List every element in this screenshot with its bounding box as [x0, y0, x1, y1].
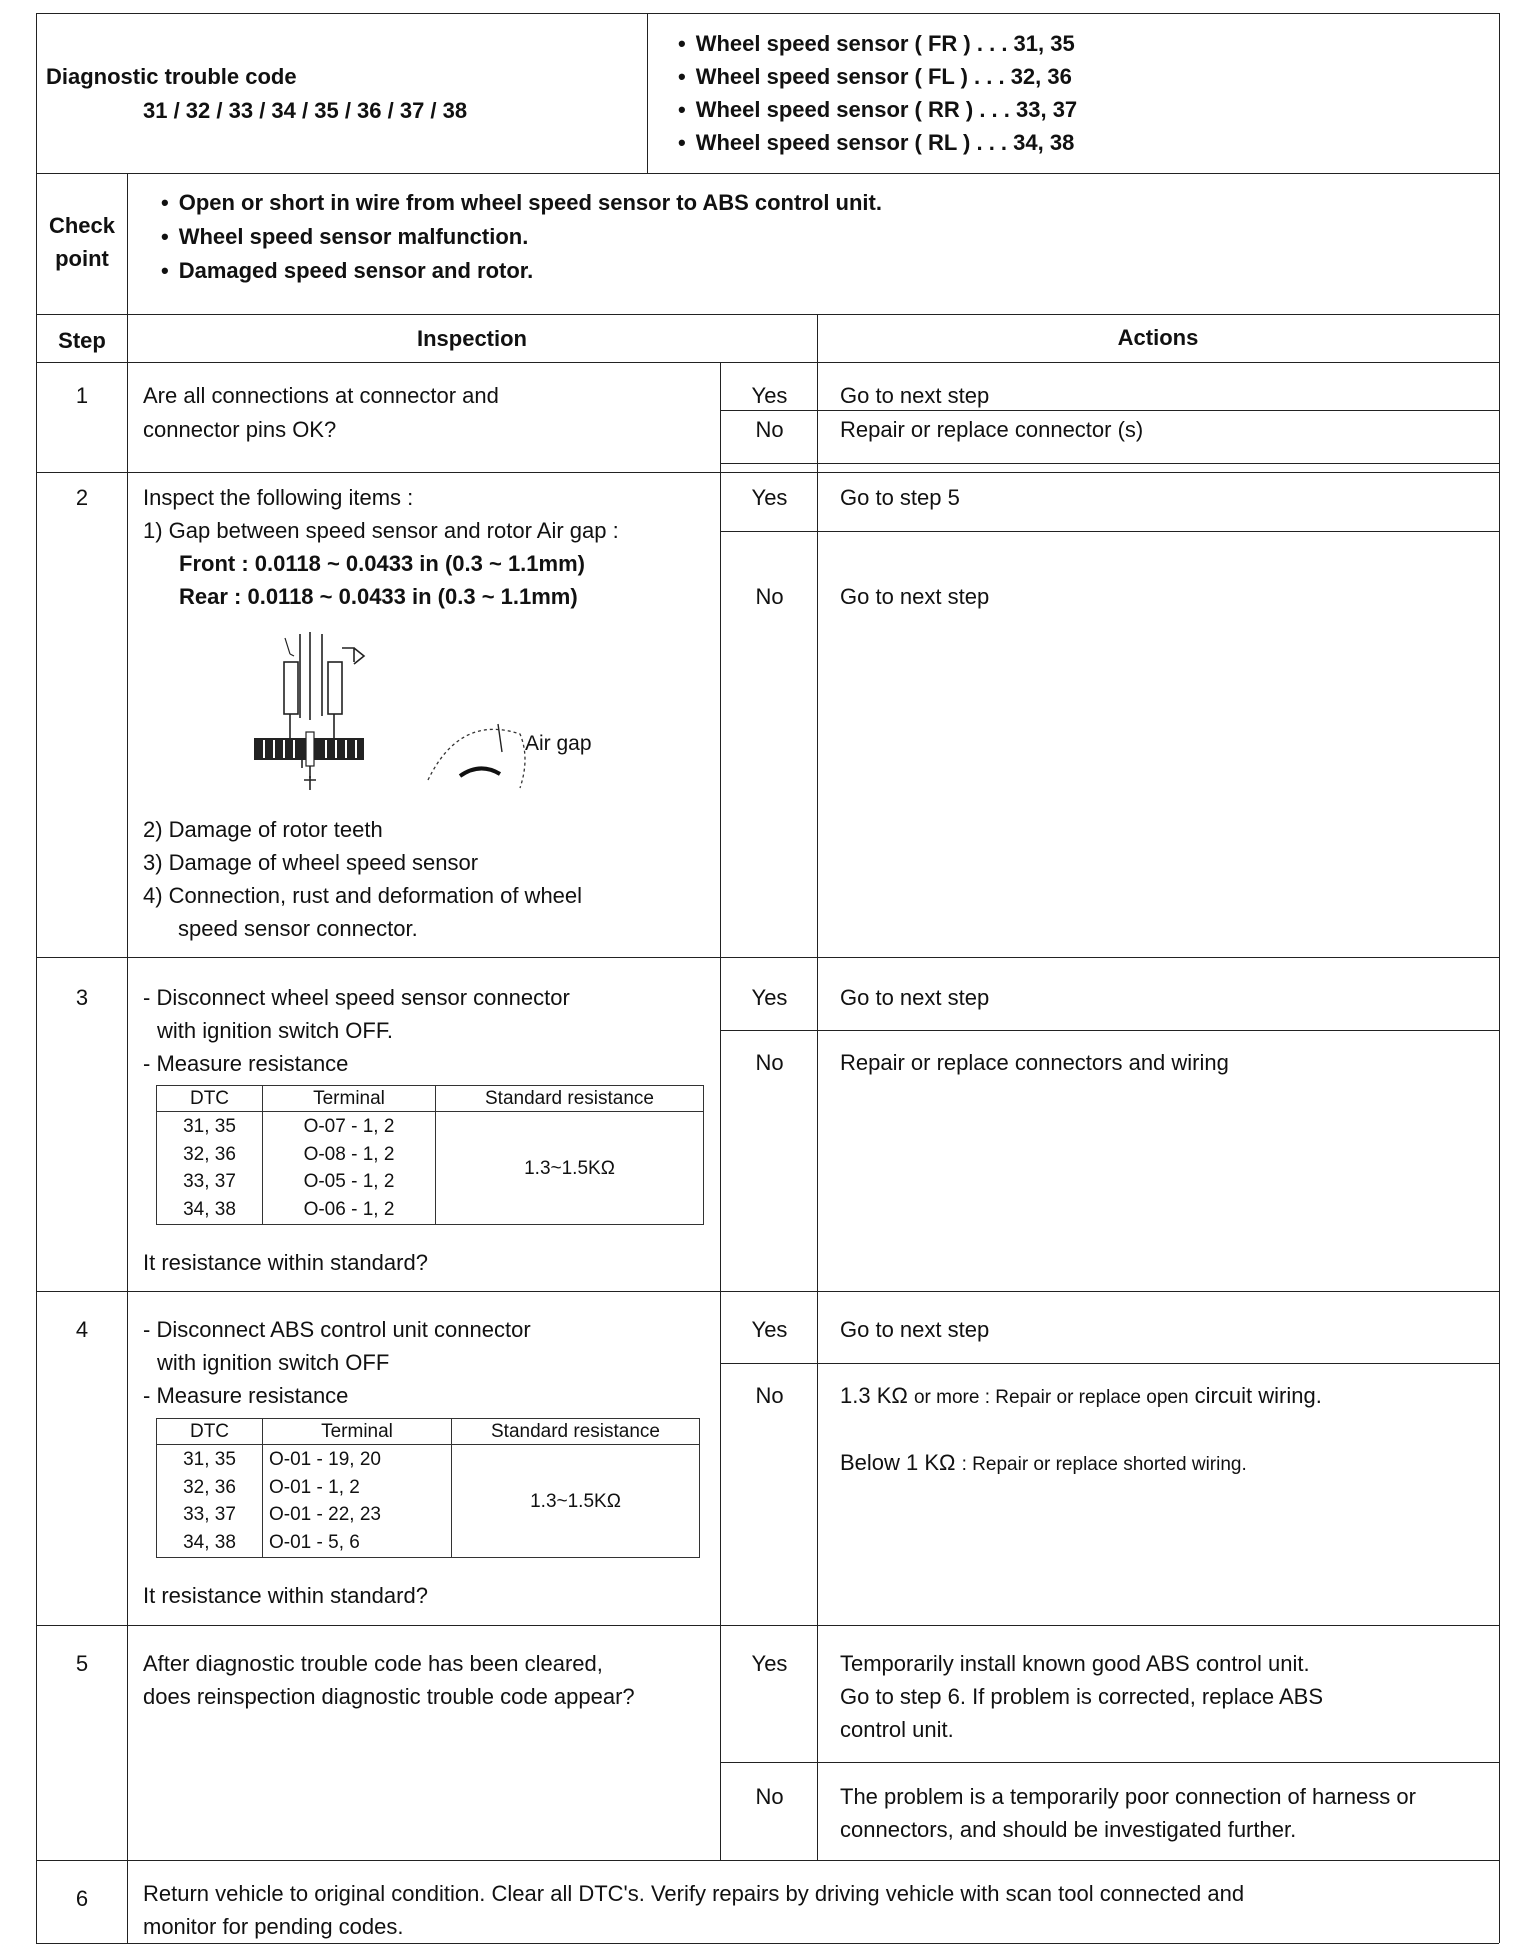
- step-number: 3: [75, 985, 89, 1010]
- step-number: 6: [75, 1886, 89, 1911]
- step-question: It resistance within standard?: [143, 1583, 428, 1608]
- table-cell: O-01 - 19, 20: [263, 1445, 452, 1474]
- air-gap-label: Air gap: [525, 732, 592, 755]
- air-gap-diagram: [230, 628, 610, 808]
- step-inspection: - Disconnect wheel speed sensor connector: [143, 985, 570, 1010]
- step-final-text: monitor for pending codes.: [143, 1914, 404, 1939]
- sensor-fr: • Wheel speed sensor ( FR ) . . . 31, 35: [678, 27, 1075, 60]
- no-action-text: circuit wiring.: [1194, 1383, 1322, 1408]
- table-cell: O-05 - 1, 2: [263, 1168, 436, 1196]
- step-inspection: After diagnostic trouble code has been cleared,: [143, 1651, 603, 1676]
- step-inspection: with ignition switch OFF: [157, 1350, 390, 1375]
- resistance-table: [156, 1085, 704, 1225]
- check-point-label: Check: [48, 213, 116, 238]
- table-cell: O-01 - 1, 2: [263, 1473, 452, 1501]
- yes-action: Go to step 6. If problem is corrected, replace ABS: [840, 1684, 1324, 1709]
- no-label: No: [755, 1784, 784, 1809]
- front-air-gap: Front : 0.0118 ~ 0.0433 in (0.3 ~ 1.1mm): [179, 551, 585, 576]
- table-cell: 34, 38: [157, 1196, 263, 1225]
- step-inspection-item: 2) Damage of rotor teeth: [143, 817, 383, 842]
- table-cell: O-01 - 5, 6: [263, 1529, 452, 1558]
- sensor-fl: • Wheel speed sensor ( FL ) . . . 32, 36: [678, 60, 1072, 93]
- dtc-codes: 31 / 32 / 33 / 34 / 35 / 36 / 37 / 38: [143, 98, 468, 123]
- yes-label: Yes: [751, 383, 788, 408]
- no-action-value: 1.3 KΩ: [840, 1383, 908, 1408]
- resistance-table-header: Standard resistance: [452, 1419, 700, 1445]
- yes-action: Go to next step: [840, 383, 990, 408]
- yes-action: Temporarily install known good ABS control unit.: [840, 1651, 1310, 1676]
- yes-action: Go to next step: [840, 985, 990, 1010]
- no-label: No: [755, 1383, 784, 1408]
- check-point-label-2: point: [55, 246, 109, 271]
- standard-resistance: 1.3~1.5KΩ: [452, 1445, 700, 1558]
- step-inspection-intro: Inspect the following items :: [143, 485, 414, 510]
- no-label: No: [755, 1050, 784, 1075]
- yes-action: control unit.: [840, 1717, 954, 1742]
- no-action: [840, 1379, 1322, 1414]
- table-cell: O-07 - 1, 2: [263, 1112, 436, 1141]
- yes-label: Yes: [751, 1651, 788, 1676]
- table-cell: O-06 - 1, 2: [263, 1196, 436, 1225]
- table-cell: 31, 35: [157, 1112, 263, 1141]
- no-label: No: [755, 584, 784, 609]
- no-action-value: Below 1 KΩ: [840, 1450, 956, 1475]
- no-action: [840, 1446, 1247, 1481]
- no-action: Repair or replace connector (s): [840, 417, 1144, 442]
- step-inspection: does reinspection diagnostic trouble code appear?: [143, 1684, 635, 1709]
- check-item: • Open or short in wire from wheel speed sensor to ABS control unit.: [161, 186, 882, 219]
- no-action-text: : Repair or replace shorted wiring.: [961, 1454, 1247, 1475]
- table-cell: 33, 37: [157, 1501, 263, 1529]
- no-action: Repair or replace connectors and wiring: [840, 1050, 1229, 1075]
- step-number: 5: [75, 1651, 89, 1676]
- step-inspection: - Measure resistance: [143, 1383, 349, 1408]
- step-inspection-item: 1) Gap between speed sensor and rotor Air gap :: [143, 518, 619, 543]
- step-inspection: connector pins OK?: [143, 417, 337, 442]
- no-action: connectors, and should be investigated further.: [840, 1817, 1297, 1842]
- step-inspection: - Disconnect ABS control unit connector: [143, 1317, 531, 1342]
- yes-action: Go to next step: [840, 1317, 990, 1342]
- step-number: 4: [75, 1317, 89, 1342]
- step-final-text: Return vehicle to original condition. Clear all DTC's. Verify repairs by driving vehicle with scan tool connected and: [143, 1881, 1245, 1906]
- sensor-rr: • Wheel speed sensor ( RR ) . . . 33, 37: [678, 93, 1077, 126]
- column-header-inspection: Inspection: [416, 326, 527, 351]
- dtc-title: Diagnostic trouble code: [46, 64, 297, 89]
- table-cell: 31, 35: [157, 1445, 263, 1474]
- no-action-text: or more : Repair or replace open: [913, 1387, 1189, 1408]
- yes-label: Yes: [751, 1317, 788, 1342]
- step-inspection-item: 4) Connection, rust and deformation of wheel: [143, 883, 583, 908]
- yes-label: Yes: [751, 985, 788, 1010]
- step-inspection: Are all connections at connector and: [143, 383, 499, 408]
- yes-label: Yes: [751, 485, 788, 510]
- table-cell: O-08 - 1, 2: [263, 1140, 436, 1168]
- step-inspection-item: speed sensor connector.: [178, 916, 418, 941]
- no-action: The problem is a temporarily poor connection of harness or: [840, 1784, 1416, 1809]
- step-question: It resistance within standard?: [143, 1250, 428, 1275]
- no-action: Go to next step: [840, 584, 990, 609]
- column-header-actions: Actions: [1117, 325, 1199, 350]
- resistance-table: [156, 1418, 700, 1558]
- step-inspection-item: 3) Damage of wheel speed sensor: [143, 850, 479, 875]
- table-cell: 33, 37: [157, 1168, 263, 1196]
- resistance-table-header: Terminal: [263, 1419, 452, 1445]
- resistance-table-header: Standard resistance: [436, 1086, 704, 1112]
- check-item: • Damaged speed sensor and rotor.: [161, 254, 533, 287]
- step-inspection: - Measure resistance: [143, 1051, 349, 1076]
- table-cell: 32, 36: [157, 1473, 263, 1501]
- standard-resistance: 1.3~1.5KΩ: [436, 1112, 704, 1225]
- resistance-table-header: DTC: [157, 1419, 263, 1445]
- resistance-table-header: Terminal: [263, 1086, 436, 1112]
- check-item: • Wheel speed sensor malfunction.: [161, 220, 528, 253]
- yes-action: Go to step 5: [840, 485, 960, 510]
- table-cell: 34, 38: [157, 1529, 263, 1558]
- rear-air-gap: Rear : 0.0118 ~ 0.0433 in (0.3 ~ 1.1mm): [179, 584, 578, 609]
- column-header-step: Step: [58, 328, 106, 353]
- table-cell: 32, 36: [157, 1140, 263, 1168]
- step-number: 1: [75, 383, 89, 408]
- sensor-rl: • Wheel speed sensor ( RL ) . . . 34, 38: [678, 126, 1074, 159]
- step-inspection: with ignition switch OFF.: [157, 1018, 393, 1043]
- table-cell: O-01 - 22, 23: [263, 1501, 452, 1529]
- resistance-table-header: DTC: [157, 1086, 263, 1112]
- no-label: No: [755, 417, 784, 442]
- step-number: 2: [75, 485, 89, 510]
